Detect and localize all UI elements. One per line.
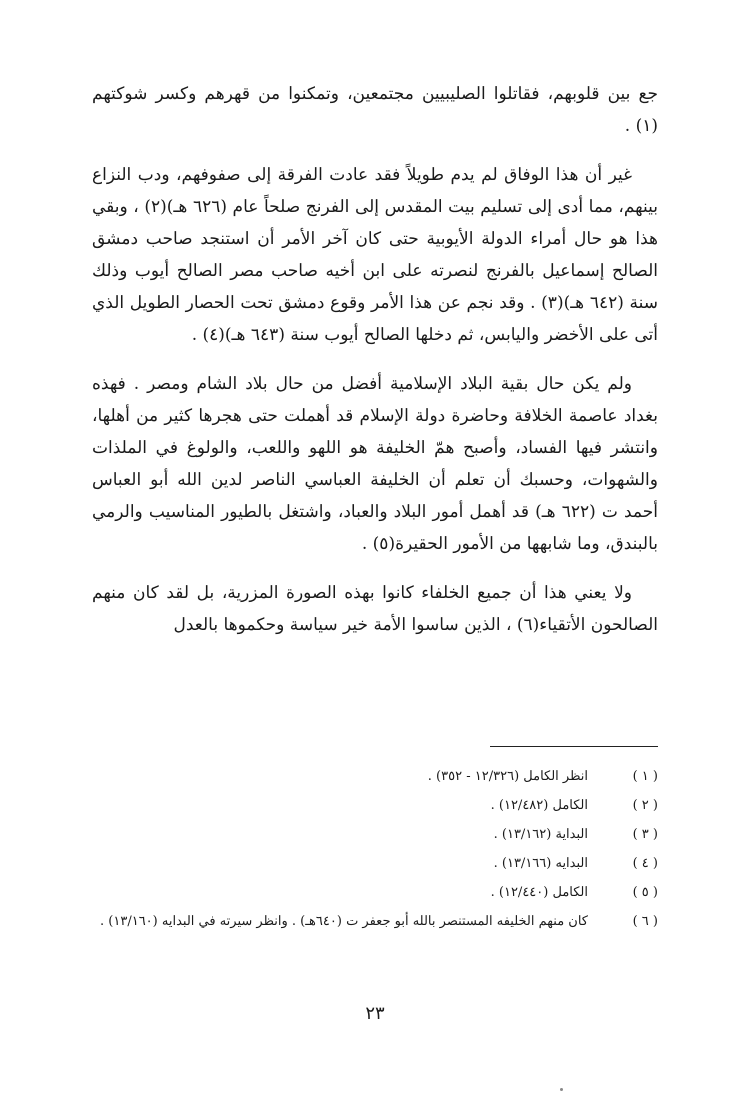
footnote-item (100, 820, 658, 849)
footnote-number: ( ٥ ) (632, 885, 658, 900)
paragraph: ولا يعني هذا أن جميع الخلفاء كانوا بهذه الصورة المزرية، بل لقد كان منهم الصالحون الأتقياء(٦) ، الذين ساسوا الأمة خير سياسة وحكموها بالعدل (92, 583, 658, 635)
paragraph: ولم يكن حال بقية البلاد الإسلامية أفضل من حال بلاد الشام ومصر . فهذه بغداد عاصمة الخلافة وحاضرة دولة الإسلام قد أهملت حتى هجرها كثير من أهلها، وانتشر فيها الفساد، وأصبح همّ الخليفة هو اللهو واللعب، والولوغ في الملذات والشهوات، وحسبك أن تعلم أن الخليفة العباسي الناصر لدين الله أبو العباس أحمد ت (٦٢٢ هـ) قد أهمل أمور البلاد والعباد، واشتغل بالطيور المناسيب والرمي بالبندق، وما شابهها من الأمور الحقيرة(٥) . (92, 374, 658, 554)
footnote-number: ( ٤ ) (632, 856, 658, 871)
paragraph: جع بين قلوبهم، فقاتلوا الصليبيين مجتمعين، وتمكنوا من قهرهم وكسر شوكتهم (١) . (92, 84, 658, 136)
footnote-item (100, 878, 658, 907)
footnote-number: ( ٦ ) (632, 914, 658, 929)
footnote-text: البدايه (١٣/١٦٦) . (493, 856, 588, 871)
footnote-text: الكامل (١٢/٤٨٢) . (490, 798, 588, 813)
paragraph: غير أن هذا الوفاق لم يدم طويلاً فقد عادت الفرقة إلى صفوفهم، ودب النزاع بينهم، مما أدى إلى تسليم بيت المقدس إلى الفرنج صلحاً عام (٦٢٦ هـ)(٢) ، وبقي هذا هو حال أمراء الدولة الأيوبية حتى كان آخر الأمر أن استنجد صاحب دمشق الصالح إسماعيل بالفرنج لنصرته على ابن أخيه صاحب مصر الصالح أيوب وذلك سنة (٦٤٢ هـ)(٣) . وقد نجم عن هذا الأمر وقوع دمشق تحت الحصار الطويل الذي أتى على الأخضر واليابس، ثم دخلها الصالح أيوب سنة (٦٤٣ هـ)(٤) . (92, 165, 659, 345)
footnote-item (100, 762, 658, 791)
footnote-number: ( ٢ ) (632, 798, 658, 813)
footnote-text: كان منهم الخليفه المستنصر بالله أبو جعفر ت (٦٤٠هـ) . وانظر سيرته في البدايه (١٣/١٦٠) . (100, 914, 588, 929)
main-text (92, 78, 658, 658)
footnote-number: ( ٣ ) (632, 827, 658, 842)
footnote-text: الكامل (١٢/٤٤٠) . (490, 885, 588, 900)
footnote-item (100, 791, 658, 820)
page-number: ٢٣ (365, 1003, 385, 1024)
footnote-number: ( ١ ) (632, 769, 658, 784)
footnote-separator (490, 746, 658, 747)
footnote-item (100, 849, 658, 878)
footnote-text: البداية (١٣/١٦٢) . (493, 827, 588, 842)
footnote-text: انظر الكامل (١٢/٣٢٦ - ٣٥٢) . (427, 769, 588, 784)
scan-speck (560, 1088, 563, 1091)
footnote-item (100, 907, 658, 936)
footnotes (100, 762, 658, 936)
